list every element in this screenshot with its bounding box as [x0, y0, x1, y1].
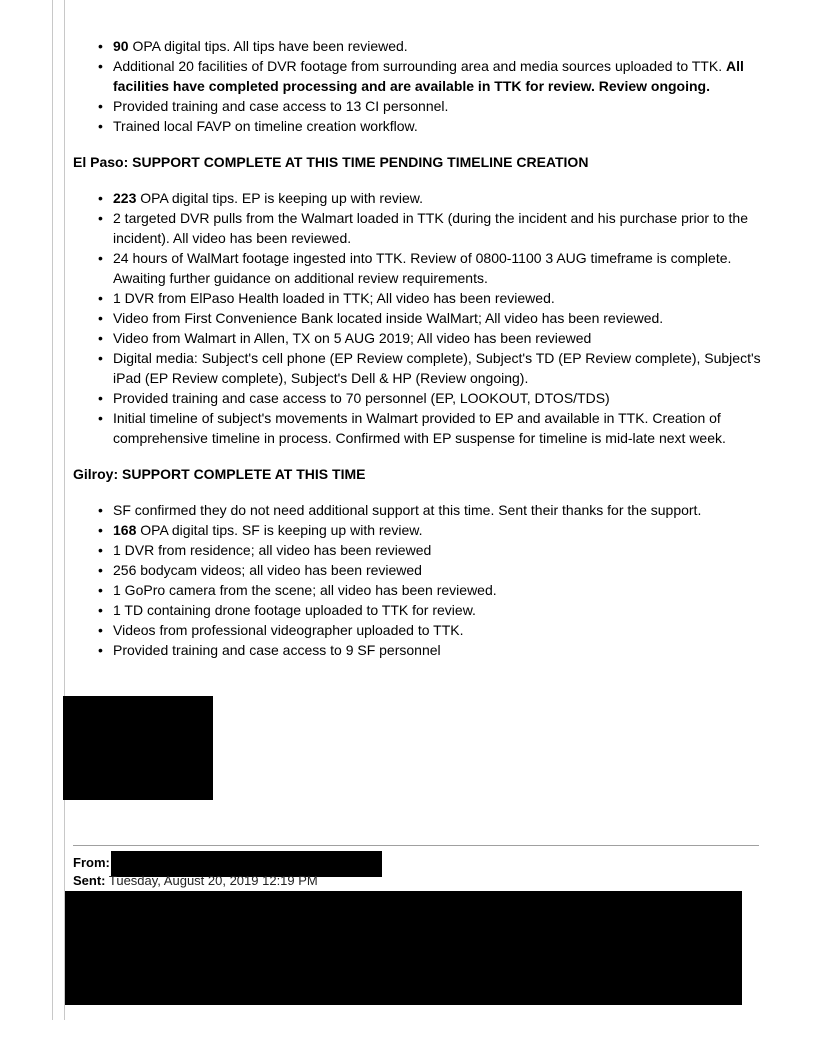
item-text: 256 bodycam videos; all video has been reviewed — [113, 562, 422, 578]
item-text: Initial timeline of subject's movements in Walmart provided to EP and available in TTK. Creation of comprehensive timeline in process. Confirmed with EP suspense for timeline is mid-late next week. — [113, 410, 726, 446]
email-separator-rule — [73, 845, 759, 846]
item-bold-tail: All facilities have completed processing and are available in TTK for review. Review ongoing. — [113, 58, 744, 94]
list-item — [113, 328, 773, 348]
list-item — [113, 580, 773, 600]
list-item — [113, 36, 773, 56]
document-body — [73, 36, 773, 660]
item-text: 1 GoPro camera from the scene; all video has been reviewed. — [113, 582, 497, 598]
list-item — [113, 620, 773, 640]
item-text: SF confirmed they do not need additional support at this time. Sent their thanks for the support. — [113, 502, 702, 518]
email-sent-line — [73, 873, 318, 889]
item-text: Provided training and case access to 9 SF personnel — [113, 642, 441, 658]
tip-count: 223 — [113, 190, 137, 206]
from-label: From: — [73, 855, 110, 870]
list-item — [113, 520, 773, 540]
list-item — [113, 56, 773, 96]
list-item — [113, 188, 773, 208]
item-text: Video from First Convenience Bank located inside WalMart; All video has been reviewed. — [113, 310, 664, 326]
list-item — [113, 540, 773, 560]
redaction-block-signature — [63, 696, 213, 800]
item-text: OPA digital tips. EP is keeping up with review. — [136, 190, 423, 206]
sent-value: Tuesday, August 20, 2019 12:19 PM — [108, 873, 318, 888]
list-item — [113, 308, 773, 328]
email-from-line — [73, 855, 110, 871]
list-item — [113, 600, 773, 620]
item-text: Provided training and case access to 13 CI personnel. — [113, 98, 449, 114]
section-heading-el-paso: El Paso: SUPPORT COMPLETE AT THIS TIME PENDING TIMELINE CREATION — [73, 154, 589, 170]
list-item — [113, 560, 773, 580]
el-paso-list — [73, 188, 773, 448]
list-item — [113, 408, 773, 448]
item-text: Video from Walmart in Allen, TX on 5 AUG 2019; All video has been reviewed — [113, 330, 592, 346]
item-text: Trained local FAVP on timeline creation workflow. — [113, 118, 418, 134]
section1-list — [73, 36, 773, 136]
item-text: Digital media: Subject's cell phone (EP Review complete), Subject's TD (EP Review complete), Subject's iPad (EP Review complete), Subject's Dell & HP (Review ongoing). — [113, 350, 761, 386]
list-item — [113, 348, 773, 388]
item-text: 1 DVR from ElPaso Health loaded in TTK; All video has been reviewed. — [113, 290, 555, 306]
tip-count: 168 — [113, 522, 137, 538]
list-item — [113, 208, 773, 248]
item-text: OPA digital tips. All tips have been reviewed. — [128, 38, 408, 54]
item-text: Provided training and case access to 70 personnel (EP, LOOKOUT, DTOS/TDS) — [113, 390, 610, 406]
list-item — [113, 388, 773, 408]
gilroy-list — [73, 500, 773, 660]
item-text: Additional 20 facilities of DVR footage from surrounding area and media sources uploaded to TTK. — [113, 58, 726, 74]
item-text: 1 TD containing drone footage uploaded to TTK for review. — [113, 602, 476, 618]
sent-label: Sent: — [73, 873, 106, 888]
section-heading-gilroy: Gilroy: SUPPORT COMPLETE AT THIS TIME — [73, 466, 366, 482]
list-item — [113, 248, 773, 288]
list-item — [113, 500, 773, 520]
list-item — [113, 288, 773, 308]
margin-rule-outer — [52, 0, 53, 1020]
list-item — [113, 96, 773, 116]
margin-rule-inner — [64, 0, 65, 1020]
item-text: 24 hours of WalMart footage ingested into TTK. Review of 0800-1100 3 AUG timeframe is complete. Awaiting further guidance on additional review requirements. — [113, 250, 732, 286]
list-item — [113, 640, 773, 660]
item-text: OPA digital tips. SF is keeping up with review. — [136, 522, 423, 538]
item-text: 2 targeted DVR pulls from the Walmart loaded in TTK (during the incident and his purchase prior to the incident). All video has been reviewed. — [113, 210, 748, 246]
item-text: Videos from professional videographer uploaded to TTK. — [113, 622, 464, 638]
list-item — [113, 116, 773, 136]
item-text: 1 DVR from residence; all video has been reviewed — [113, 542, 432, 558]
redaction-block-recipients — [65, 891, 742, 1005]
tip-count: 90 — [113, 38, 129, 54]
